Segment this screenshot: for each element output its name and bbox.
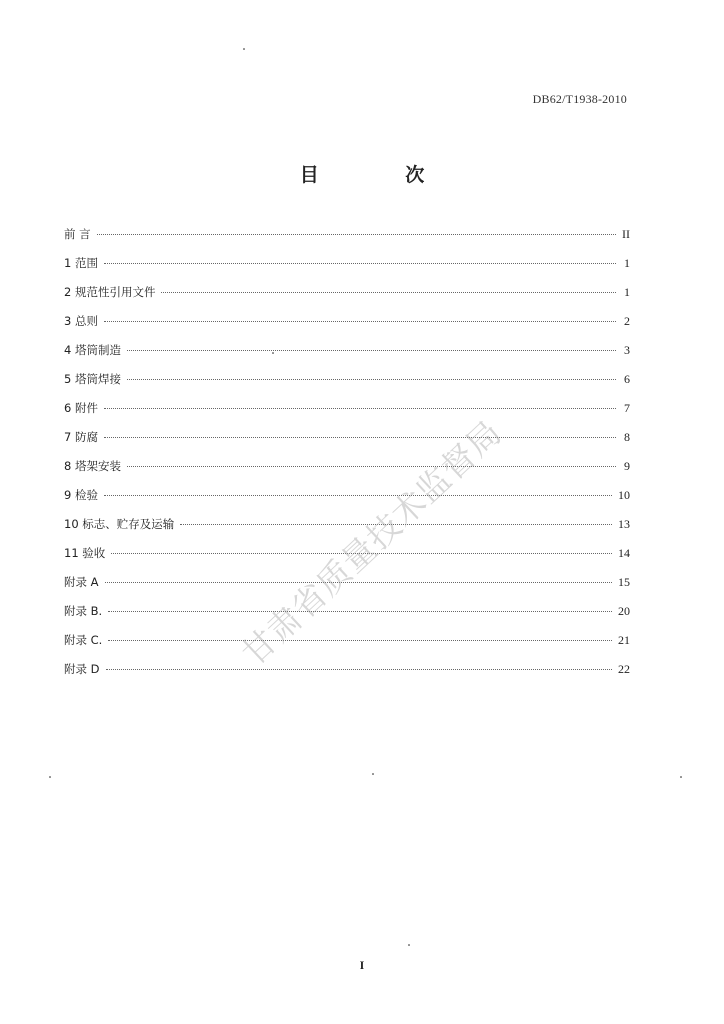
dot-leader <box>127 465 616 467</box>
toc-entry-label: 附录 C. <box>64 633 103 647</box>
toc-entry-page: 9 <box>624 459 630 473</box>
toc-entry-page: 8 <box>624 430 630 444</box>
dot-leader <box>106 668 612 670</box>
toc-entry-page: 10 <box>618 488 630 502</box>
toc-entry-label: 2 规范性引用文件 <box>64 285 156 299</box>
toc-entry-label: 5 塔筒焊接 <box>64 372 121 386</box>
toc-entry[interactable] <box>64 630 630 659</box>
dot-leader <box>127 378 616 380</box>
watermark: 甘肃省质量技术监督局 <box>234 412 510 673</box>
toc-entry-label: 4 塔筒制造 <box>64 343 121 357</box>
dot-leader <box>104 407 616 409</box>
scan-speck <box>49 776 51 778</box>
toc-entry-label: 7 防腐 <box>64 430 98 444</box>
scan-speck <box>408 944 410 946</box>
toc-entry-label: 附录 A <box>64 575 99 589</box>
toc-entry-page: 3 <box>624 343 630 357</box>
toc-entry-page: 15 <box>618 575 630 589</box>
scan-speck <box>680 776 682 778</box>
toc-entry-label: 附录 B. <box>64 604 103 618</box>
toc-entry[interactable] <box>64 253 630 282</box>
toc-entry[interactable] <box>64 427 630 456</box>
scan-speck <box>272 352 274 354</box>
toc-entry-label: 1 范围 <box>64 256 98 270</box>
toc-entry-page: II <box>622 227 630 241</box>
toc-entry-page: 14 <box>618 546 630 560</box>
toc-entry[interactable] <box>64 398 630 427</box>
toc-entry-page: 1 <box>624 256 630 270</box>
toc-entry-page: 1 <box>624 285 630 299</box>
toc-entry-label: 11 验收 <box>64 546 106 560</box>
dot-leader <box>127 349 616 351</box>
toc-entry-page: 21 <box>618 633 630 647</box>
dot-leader <box>104 494 612 496</box>
toc-entry[interactable] <box>64 340 630 369</box>
toc-entry[interactable] <box>64 311 630 340</box>
toc-entry-label: 3 总则 <box>64 314 98 328</box>
dot-leader <box>108 639 612 641</box>
toc-entry-label: 9 检验 <box>64 488 98 502</box>
toc-entry[interactable] <box>64 282 630 311</box>
toc-entry-label: 8 塔架安装 <box>64 459 121 473</box>
dot-leader <box>161 291 616 293</box>
toc-entry[interactable] <box>64 659 630 688</box>
toc-entry-page: 6 <box>624 372 630 386</box>
page-title: 目 次 <box>299 164 465 186</box>
dot-leader <box>108 610 612 612</box>
toc-entry-label: 6 附件 <box>64 401 98 415</box>
dot-leader <box>104 436 616 438</box>
dot-leader <box>97 233 616 235</box>
table-of-contents <box>64 224 630 688</box>
toc-entry-label: 10 标志、贮存及运输 <box>64 517 175 531</box>
dot-leader <box>104 262 616 264</box>
toc-entry-page: 20 <box>618 604 630 618</box>
toc-entry-page: 7 <box>624 401 630 415</box>
toc-entry-page: 22 <box>618 662 630 676</box>
dot-leader <box>104 320 616 322</box>
scan-speck <box>372 773 374 775</box>
toc-entry-label: 前 言 <box>64 227 91 241</box>
standard-code: DB62/T1938-2010 <box>532 92 627 106</box>
toc-entry[interactable] <box>64 456 630 485</box>
toc-entry-page: 2 <box>624 314 630 328</box>
toc-entry[interactable] <box>64 485 630 514</box>
toc-entry[interactable] <box>64 601 630 630</box>
page-number: I <box>359 958 365 972</box>
scan-speck <box>243 48 245 50</box>
toc-entry-page: 13 <box>618 517 630 531</box>
toc-entry-label: 附录 D <box>64 662 100 676</box>
toc-entry[interactable] <box>64 369 630 398</box>
toc-entry[interactable] <box>64 224 630 253</box>
